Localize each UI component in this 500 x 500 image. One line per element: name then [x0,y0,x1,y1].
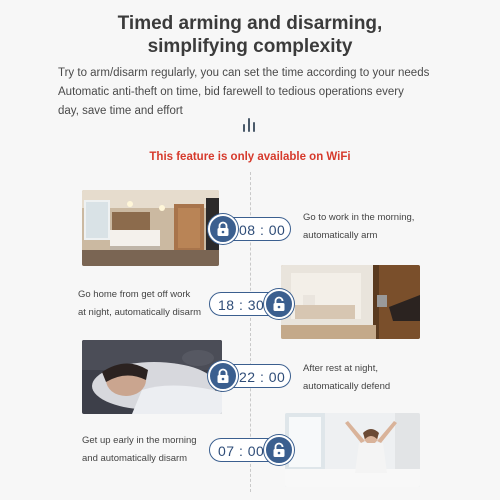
sleeping-night-photo [82,340,222,414]
time-label-0700: 07 : 00 [218,443,265,459]
lock-icon [208,214,238,244]
description-line-1: Try to arm/disarm regularly, you can set the time according to your needs [58,67,430,79]
title-line-1: Timed arming and disarming, [117,13,383,34]
unlock-icon [264,289,294,319]
waking-morning-photo [285,413,420,487]
description-line-2: Automatic anti-theft on time, bid farewell to tedious operations every [58,86,404,98]
bedroom-morning-photo [82,190,219,266]
time-pill-1830[interactable] [209,292,289,316]
time-pill-0800[interactable] [211,217,291,241]
description-line-3: day, save time and effort [58,105,183,117]
page-title [0,12,500,58]
caption-0800: Go to work in the morning, automatically arm [303,212,415,241]
caption-1830: Go home from get off work at night, automatically disarm [78,289,202,318]
description [58,64,458,121]
sound-wave-icon [241,118,259,132]
time-label-2200: 22 : 00 [239,369,286,385]
time-label-1830: 18 : 30 [218,297,265,313]
time-pill-2200[interactable] [211,364,291,388]
caption-2200: After rest at night, automatically defend [303,363,391,392]
time-pill-0700[interactable] [209,438,289,462]
time-label-0800: 08 : 00 [239,222,286,238]
door-evening-photo [281,265,420,339]
lock-icon [208,361,238,391]
caption-0700: Get up early in the morning and automatically disarm [82,435,197,464]
title-line-2: simplifying complexity [147,36,353,57]
unlock-icon [264,435,294,465]
wifi-notice: This feature is only available on WiFi [149,151,351,163]
